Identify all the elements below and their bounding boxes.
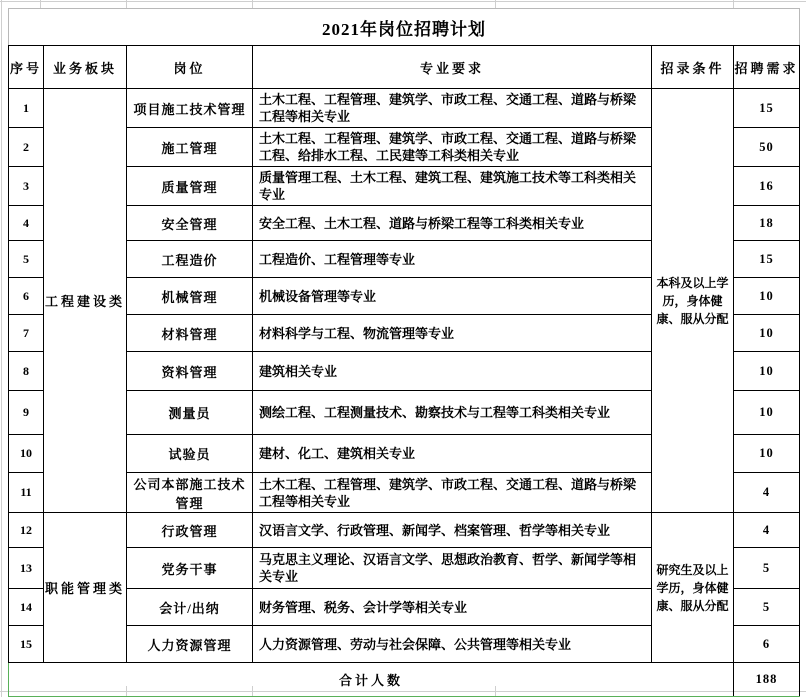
majors-cell: 建材、化工、建筑相关专业: [253, 435, 652, 473]
table-header-row: [9, 46, 800, 89]
gridline-stub: [252, 0, 253, 8]
header-recruit-conditions: 招录条件: [652, 46, 734, 89]
majors-cell: 土木工程、工程管理、建筑学、市政工程、交通工程、道路与桥梁工程等相关专业: [253, 89, 652, 128]
demand-cell: 10: [734, 352, 800, 391]
serial-cell: 2: [9, 128, 44, 167]
majors-cell: 机械设备管理等专业: [253, 278, 652, 315]
majors-cell: 材料科学与工程、物流管理等专业: [253, 315, 652, 352]
recruitment-plan-table: [8, 8, 800, 697]
position-cell: 材料管理: [127, 315, 253, 352]
majors-cell: 建筑相关专业: [253, 352, 652, 391]
serial-cell: 11: [9, 473, 44, 513]
position-cell: 工程造价: [127, 241, 253, 278]
serial-cell: 10: [9, 435, 44, 473]
serial-cell: 13: [9, 548, 44, 589]
serial-cell: 8: [9, 352, 44, 391]
majors-cell: 土木工程、工程管理、建筑学、市政工程、交通工程、道路与桥梁工程等相关专业: [253, 473, 652, 513]
position-cell: 机械管理: [127, 278, 253, 315]
position-cell: 项目施工技术管理: [127, 89, 253, 128]
gridline-stub: [495, 0, 496, 8]
position-cell: 人力资源管理: [127, 626, 253, 663]
serial-cell: 12: [9, 513, 44, 548]
serial-cell: 5: [9, 241, 44, 278]
position-cell: 行政管理: [127, 513, 253, 548]
position-cell: 质量管理: [127, 167, 253, 206]
serial-cell: 7: [9, 315, 44, 352]
serial-cell: 1: [9, 89, 44, 128]
majors-cell: 安全工程、土木工程、道路与桥梁工程等工科类相关专业: [253, 206, 652, 241]
demand-cell: 4: [734, 513, 800, 548]
demand-cell: 16: [734, 167, 800, 206]
majors-cell: 测绘工程、工程测量技术、勘察技术与工程等工科类相关专业: [253, 391, 652, 435]
demand-cell: 5: [734, 589, 800, 626]
position-cell: 施工管理: [127, 128, 253, 167]
gridline-stub: [126, 0, 127, 8]
demand-cell: 15: [734, 241, 800, 278]
gridline-stub: [40, 0, 41, 8]
header-major-requirements: 专业要求: [253, 46, 652, 89]
demand-cell: 10: [734, 278, 800, 315]
serial-cell: 6: [9, 278, 44, 315]
majors-cell: 汉语言文学、行政管理、新闻学、档案管理、哲学等相关专业: [253, 513, 652, 548]
total-label-cell: 合计人数: [9, 663, 734, 697]
demand-cell: 10: [734, 391, 800, 435]
header-position: 岗位: [127, 46, 253, 89]
header-headcount: 招聘需求: [734, 46, 800, 89]
serial-cell: 15: [9, 626, 44, 663]
table-title-row: [9, 9, 800, 46]
majors-cell: 财务管理、税务、会计学等相关专业: [253, 589, 652, 626]
demand-cell: 15: [734, 89, 800, 128]
majors-cell: 质量管理工程、土木工程、建筑工程、建筑施工技术等工科类相关专业: [253, 167, 652, 206]
demand-cell: 10: [734, 435, 800, 473]
table-row: [9, 89, 800, 128]
condition-cell-postgraduate: 研究生及以上学历，身体健康、服从分配: [652, 513, 734, 663]
position-cell: 会计/出纳: [127, 589, 253, 626]
gridline-top: [0, 1, 806, 2]
gridline-left: [1, 0, 2, 697]
demand-cell: 5: [734, 548, 800, 589]
position-cell: 资料管理: [127, 352, 253, 391]
condition-cell-bachelor: 本科及以上学历，身体健康、服从分配: [652, 89, 734, 513]
table-row: [9, 513, 800, 548]
demand-cell: 50: [734, 128, 800, 167]
demand-cell: 6: [734, 626, 800, 663]
demand-cell: 10: [734, 315, 800, 352]
majors-cell: 土木工程、工程管理、建筑学、市政工程、交通工程、道路与桥梁工程、给排水工程、工民建等工科类相关专业: [253, 128, 652, 167]
serial-cell: 3: [9, 167, 44, 206]
total-row: [9, 663, 800, 697]
position-cell: 党务干事: [127, 548, 253, 589]
position-cell: 公司本部施工技术管理: [127, 473, 253, 513]
position-cell: 安全管理: [127, 206, 253, 241]
majors-cell: 工程造价、工程管理等专业: [253, 241, 652, 278]
serial-cell: 14: [9, 589, 44, 626]
position-cell: 测量员: [127, 391, 253, 435]
serial-cell: 4: [9, 206, 44, 241]
serial-cell: 9: [9, 391, 44, 435]
majors-cell: 马克思主义理论、汉语言文学、思想政治教育、哲学、新闻学等相关专业: [253, 548, 652, 589]
position-cell: 试验员: [127, 435, 253, 473]
header-serial: 序号: [9, 46, 44, 89]
gridline-stub: [733, 0, 734, 8]
demand-cell: 18: [734, 206, 800, 241]
majors-cell: 人力资源管理、劳动与社会保障、公共管理等相关专业: [253, 626, 652, 663]
demand-cell: 4: [734, 473, 800, 513]
section-cell-engineering: 工程建设类: [44, 89, 127, 513]
header-business-section: 业务板块: [44, 46, 127, 89]
total-value-cell: 188: [734, 663, 800, 697]
section-cell-functional: 职能管理类: [44, 513, 127, 663]
page-title: 2021年岗位招聘计划: [9, 9, 800, 46]
